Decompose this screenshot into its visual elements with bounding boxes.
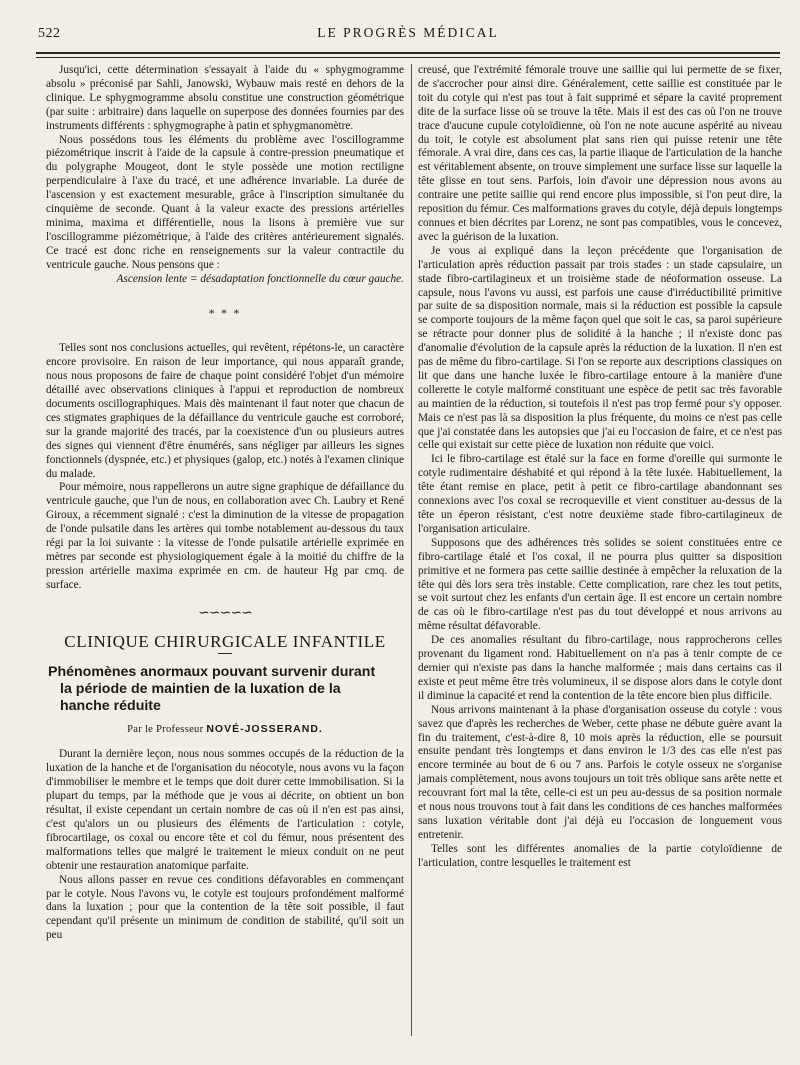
header-rule-thin: [36, 57, 780, 58]
paragraph: Nous arrivons maintenant à la phase d'organisation osseuse du cotyle : vous savez que d'après les recherches de Weber, cette phase ne débute guère avant la fin du traitement, c'est-à-dire 8, 10 mois après la réduction, elle se poursuit ensuite pendant très longtemps et dans environ le 1/3 des cas elle n'est pas encore terminée au bout de 6 ou 7 ans. Parfois le cotyle osseux ne s'organise jamais complètement, nous avons toujours un toit très oblique sans arête nette et recouvrant fort mal la tête, celle-ci est un peu au-dessus de sa position normale et nous nous trouvons tout à fait dans les conditions de ces hanches malformées sans luxation véritable dont j'ai déjà eu l'occasion de longuement vous entretenir.: [418, 703, 782, 841]
page-number: 522: [38, 26, 61, 41]
left-column: [46, 64, 404, 943]
section-dash: [218, 653, 232, 654]
paragraph: Jusqu'ici, cette détermination s'essayait à l'aide du « sphygmogramme absolu » préconisé par Sahli, Janowski, Wybauw mais resté en dehors de la clinique. Le sphygmogramme absolu constitue une construction géométrique (par suite : arbitraire) dans laquelle on superpose des données fournies par des instruments différents : sphygmographe à patin et sphygmanomètre.: [46, 64, 404, 132]
paragraph: Durant la dernière leçon, nous nous sommes occupés de la réduction de la luxation de la hanche et de l'organisation du néocotyle, nous avons vu la façon d'immobiliser le membre et le temps que doit durer cette immobilisation. Si la plupart du temps, par la méthode que je vous ai décrite, on obtient un bon résultat, il existe cependant un certain nombre de cas où il n'en est pas ainsi, c'est qu'alors un ou plusieurs des éléments de l'articulation : cotyle, fibrocartilage, os coxal ou encore tête et col du fémur, nous présentent des malformations telles que malgré le traitement le mieux conduit on ne peut obtenir une restauration anatomique parfaite.: [46, 748, 404, 872]
article-title: [46, 664, 404, 715]
running-head: LE PROGRÈS MÉDICAL: [317, 25, 499, 40]
paragraph: Telles sont nos conclusions actuelles, qui revêtent, répétons-le, un caractère encore provisoire. En raison de leur importance, qui nous apparaît grande, nous nous proposons de faire de chaque point considéré l'objet d'un mémoire détaillé avec observations cliniques à l'appui et reproduction de nombreux documents oscillographiques. Mais dès maintenant il faut noter que chacun de ces stigmates graphiques de la défaillance du ventricule gauche est corroboré, sur la grande majorité des tracés, par la coexistence d'un ou plusieurs autres des signes qui viennent d'être énumérés, sans négliger par ailleurs les signes fonctionnels (dyspnée, etc.) et physiques (galop, etc.) notés à l'examen clinique du malade.: [46, 342, 404, 480]
header-rule-thick: [36, 52, 780, 54]
page-header: [38, 24, 778, 44]
section-title: CLINIQUE CHIRURGICALE INFANTILE: [64, 631, 386, 651]
byline: [46, 723, 404, 737]
paragraph: Je vous ai expliqué dans la leçon précédente que l'organisation de l'articulation après réduction passait par trois stades : un stade capsulaire, un stade fibro-cartilagineux et un troisième stade de néoformation osseuse. La capsule, nous l'avons vu aussi, est parfois une cause d'irréductibilité primitive par suite de sa disposition normale, mais si la réduction est possible la capsule se comporte toujours de la même façon quel que soit le cas, sa paroi supérieure se rétracte pour donner plus de solidité à la hanche ; il n'existe donc pas d'anomalie d'évolution de la capsule après la réduction de la luxation. Il n'en est pas de même du fibro-cartilage. Si l'on se reporte aux descriptions classiques on lit que dans une hanche luxée le fibro-cartilage entoure à la manière d'une collerette le cotyle malformé constituant une espèce de petit sac très favorable au maintien de la réduction, si toutefois il n'est pas trop fermé pour s'y opposer. Mais ce n'est pas là sa disposition la plus fréquente, du moins ce n'est pas celle que j'ai constatée dans les autopsies que j'ai eu l'occasion de faire, et ce n'est pas celle qui existait sur cette pièce de luxation non réduite que voici.: [418, 244, 782, 452]
paragraph: creusé, que l'extrémité fémorale trouve une saillie qui lui permette de se fixer, de s'accrocher pour ainsi dire. Généralement, cette saillie est constituée par le toit du cotyle qui n'est pas tout à fait supprimé et sépare la cavité proprement dite de la surface lisse où se trouve la tête. Mais il est des cas où l'on ne trouve trace d'aucune cupule cotyloïdienne, où l'on ne note aucune aspérité au niveau du toit, le cotyle est absolument plat sans rien qui puisse retenir une tête fémorale. A vrai dire, dans ces cas, la partie iliaque de l'articulation de la hanche est véritablement absente, on trouve simplement une surface lisse sur laquelle la tête glisse en tout sens. Parfois, loin d'avoir une dépression nous avons au contraire une petite saillie qui rend encore plus impossible, si l'on peut dire, la reposition du fémur. Ces malformations graves du cotyle, déjà depuis longtemps connues et bien décrites par Lorenz, ne sont pas compatibles, vous le concevez, avec la guérison de la luxation.: [418, 64, 782, 243]
paragraph: Nous allons passer en revue ces conditions défavorables en commençant par le cotyle. Nous l'avons vu, le cotyle est toujours profondément malformé dans la luxation ; pour que la contention de la tête soit possible, il faut cependant qu'il présente un minimum de condition de stabilité, qu'il soit un peu: [46, 873, 404, 942]
byline-prefix: Par le Professeur: [127, 723, 204, 735]
paragraph: Pour mémoire, nous rappellerons un autre signe graphique de défaillance du ventricule gauche, que l'un de nous, en collaboration avec Ch. Laubry et René Giroux, a récemment signalé : c'est la diminution de la vitesse de propagation de l'onde pulsatile dans les artères qui tombe notablement au-dessous du taux régi par la loi suivante : la vitesse de l'onde pulsatile artérielle exprimée en mètres par seconde est physiologiquement égale à la moitié du chiffre de la pression artérielle maxima exprimée en cm. de hauteur Hg par cmq. de surface.: [46, 481, 404, 591]
paragraph: Supposons que des adhérences très solides se soient constituées entre ce fibro-cartilage étalé et l'os coxal, il ne pourra plus quitter sa disposition primitive et ne formera pas cette saillie destinée à empêcher la reluxation de la tête qui dès lors sera très instable. Cette complication, rare chez les tout petits, se voit surtout chez les enfants d'un certain âge. Il est encore un certain nombre de cas où le fibro-cartilage n'est pas du tout développé et nous arrivons au même résultat défavorable.: [418, 536, 782, 633]
article-title-line: Phénomènes anormaux pouvant survenir durant: [48, 663, 376, 680]
column-divider: [411, 64, 412, 1036]
article-title-line: la période de maintien de la luxation de la: [60, 680, 341, 697]
paragraph: Nous possédons tous les éléments du problème avec l'oscillogramme piézométrique inscrit à l'aide de la capsule à contre-pression pneumatique et du polygraphe Mougeot, dont le style possède une motion rectiligne perpendiculaire à l'axe du tracé, et une adhérence invariable. La durée de l'ascension y est exactement mesurable, grâce à l'inscription simultanée du cinquième de seconde. Quant à la valeur exacte des pressions artérielles minima, maxima et différentielle, nous la lisons à première vue sur l'oscillogramme piézométrique, à l'aide des critères antérieurement signalés. Ce tracé est donc riche en renseignements sur la valeur contractile du ventricule gauche. Nous pensons que :: [46, 133, 404, 271]
right-column: [418, 64, 782, 871]
byline-author: NOVÉ-JOSSERAND.: [206, 722, 323, 735]
paragraph: Ici le fibro-cartilage est étalé sur la face en forme d'oreille qui surmonte le cotyle rudimentaire déshabité et qui répond à la tête luxée. Habituellement, la tête étant remise en place, petit à petit ce fibro-cartilage abandonnant ses connexions avec l'os coxal se recroqueville et vient constituer au-dessus de la tête un éperon résistant, c'est notre deuxième stade fibro-cartilagineux de l'organisation articulaire.: [418, 453, 782, 535]
paragraph: De ces anomalies résultant du fibro-cartilage, nous rapprocherons celles provenant du ligament rond. Habituellement on n'a pas à tenir compte de ce dernier qui n'existe pas dans la hanche malformée ; mais dans certains cas il existe et peut même être très volumineux, il se dispose alors dans le cotyle dont il diminue la capacité et rend la contention de la tête encore bien plus difficile.: [418, 634, 782, 702]
section-asterism: * * *: [208, 305, 242, 320]
article-title-line: hanche réduite: [60, 697, 161, 714]
formula-line: Ascension lente = désadaptation fonctionnelle du cœur gauche.: [116, 272, 404, 285]
ornamental-swash: ∽∽∽∽∽: [198, 605, 252, 621]
paragraph: Telles sont les différentes anomalies de la partie cotyloïdienne de l'articulation, contre lesquelles le traitement est: [418, 842, 782, 869]
